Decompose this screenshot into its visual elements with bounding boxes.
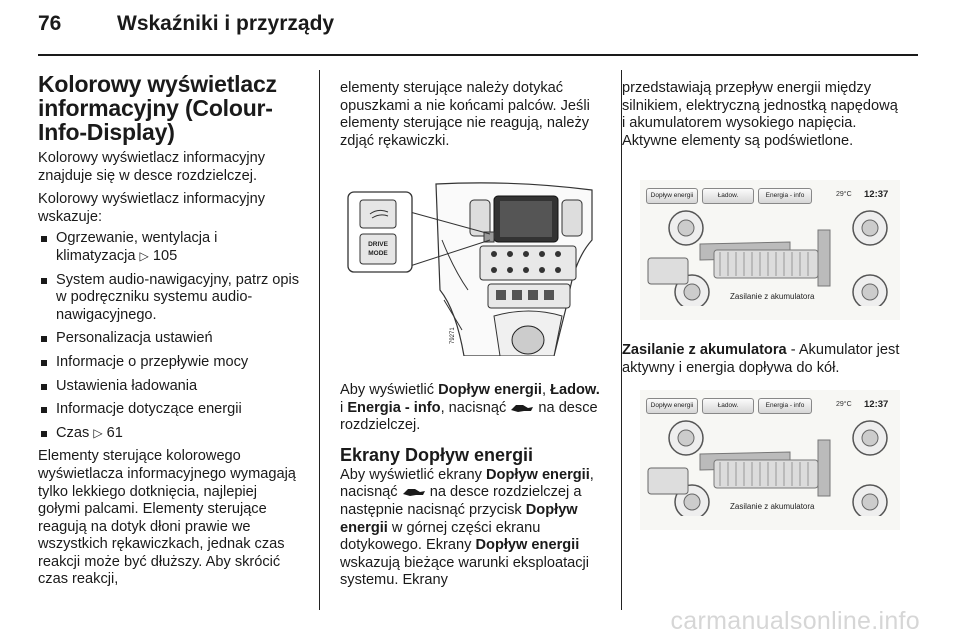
drive-label: DRIVE: [368, 241, 388, 248]
bullet-icon: [41, 384, 47, 390]
desc-term: Zasilanie z akumulatora: [622, 342, 787, 358]
bullet-icon: [41, 407, 47, 413]
tab-energy-flow[interactable]: Dopływ energii: [646, 188, 698, 204]
desc-text: - Akumulator jest aktywny i energia dopływa do kół.: [622, 342, 900, 376]
tab-energy-info[interactable]: Energia - info: [758, 398, 812, 414]
energy-button-icon: [360, 200, 396, 228]
page-ref-arrow-icon: ▷: [139, 248, 149, 263]
column-3: [622, 80, 904, 156]
energy-key-icon: [402, 486, 426, 498]
page-ref[interactable]: 105: [152, 247, 178, 264]
page-ref[interactable]: 61: [106, 424, 123, 441]
screen-caption: Zasilanie z akumulatora: [730, 292, 815, 301]
bullet-icon: [41, 236, 47, 242]
feature-list: [38, 230, 300, 442]
page-number: 76: [38, 12, 62, 35]
figure-code: 79271: [450, 327, 456, 344]
page-ref-arrow-icon: ▷: [93, 425, 103, 440]
list-item: Informacje o przepływie mocy: [38, 354, 300, 372]
drive-mode-button: [360, 234, 396, 264]
continued-paragraph: przedstawiają przepływ energii między silnikiem, elektryczną jednostką napędową i akumulatorem wysokiego napięcia. Aktywne elementy są podświetlone.: [622, 80, 898, 149]
tab-charging[interactable]: Ładow.: [702, 188, 754, 204]
power-flow-diagram: [640, 416, 900, 516]
header-rule: [38, 54, 918, 56]
intro-paragraph: Kolorowy wyświetlacz informacyjny znajduje się w desce rozdzielczej.: [38, 150, 266, 184]
energy-flow-screen-2: [640, 390, 900, 530]
continued-paragraph: elementy sterujące należy dotykać opuszkami a nie końcami palców. Jeśli elementy sterujące nie reagują, należy zdjąć rękawiczki.: [340, 80, 590, 149]
power-flow-diagram: [640, 206, 900, 306]
battery-description: [622, 342, 908, 383]
display-paragraph: Aby wyświetlić Dopływ energii, Ładow. i Energia - info, nacisnąć na desce rozdzielczej.: [340, 382, 600, 434]
controls-paragraph: Elementy sterujące kolorowego wyświetlacza informacyjnego wymagają tylko lekkiego dotknięcia, najlepiej gołymi palcami. Elementy sterujące reagują na dotyk dłoni prawie we wszystkich rękawiczkach, jednak czas reakcji może być dłuższy. Aby skrócić czas reakcji,: [38, 448, 296, 588]
tab-charging[interactable]: Ładow.: [702, 398, 754, 414]
clock: 12:37: [864, 189, 889, 200]
list-item: Informacje dotyczące energii: [38, 401, 300, 419]
list-item: Ogrzewanie, wentylacja i klimatyzacja ▷ 105: [38, 230, 300, 265]
mode-label: MODE: [368, 250, 388, 257]
section-title: Kolorowy wyświetlacz informacyjny (Colour-Info-Display): [38, 71, 277, 145]
dashboard-illustration: [344, 180, 596, 356]
temperature: 29°C: [836, 191, 852, 198]
list-lead: Kolorowy wyświetlacz informacyjny wskazuje:: [38, 191, 266, 225]
bullet-icon: [41, 360, 47, 366]
screen-caption: Zasilanie z akumulatora: [730, 502, 815, 511]
tab-energy-flow[interactable]: Dopływ energii: [646, 398, 698, 414]
bullet-icon: [41, 336, 47, 342]
temperature: 29°C: [836, 401, 852, 408]
energy-flow-screen: [640, 180, 900, 320]
list-item: Ustawienia ładowania: [38, 378, 300, 396]
column-divider-1: [319, 70, 320, 610]
section-heading: Ekrany Dopływ energii: [340, 444, 534, 465]
screens-paragraph: Aby wyświetlić ekrany Dopływ energii, nacisnąć na desce rozdzielczej a następnie nacisnąć przycisk Dopływ energii w górnej części ekranu dotykowego. Ekrany Dopływ energii wskazują bieżące warunki eksploatacji systemu. Ekrany: [340, 466, 594, 589]
watermark: carmanualsonline.info: [670, 607, 920, 635]
column-2-lower: [340, 382, 602, 596]
column-1: [38, 72, 300, 595]
column-2: [340, 80, 602, 156]
list-item: System audio-nawigacyjny, patrz opis w podręczniku systemu audio-nawigacyjnego.: [38, 272, 300, 325]
chapter-title: Wskaźniki i przyrządy: [117, 12, 335, 35]
tab-energy-info[interactable]: Energia - info: [758, 188, 812, 204]
bullet-icon: [41, 431, 47, 437]
clock: 12:37: [864, 399, 889, 410]
bullet-icon: [41, 278, 47, 284]
list-item: Personalizacja ustawień: [38, 330, 300, 348]
list-item: Czas ▷ 61: [38, 425, 300, 443]
energy-key-icon: [510, 402, 534, 414]
